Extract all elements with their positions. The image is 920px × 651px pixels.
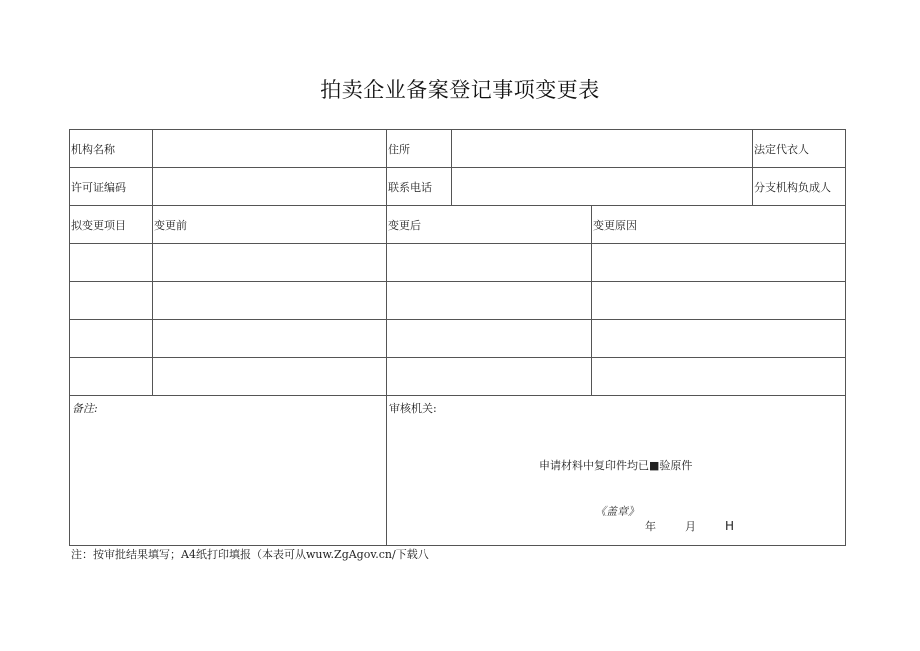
address-label: 住所	[387, 130, 452, 168]
audit-cell[interactable]	[387, 396, 846, 546]
audit-label: 审核机关:	[389, 402, 437, 415]
remark-label: 备注:	[72, 402, 98, 415]
item-cell[interactable]	[70, 320, 153, 358]
after-cell[interactable]	[387, 244, 592, 282]
reason-header: 变更原因	[592, 206, 846, 244]
after-cell[interactable]	[387, 320, 592, 358]
table-row	[70, 358, 846, 396]
verify-text: 申请材料中复印件均已■验原件	[539, 459, 693, 472]
item-cell[interactable]	[70, 358, 153, 396]
date-line	[645, 518, 734, 534]
org-name-label: 机构名称	[70, 130, 153, 168]
phone-field[interactable]	[452, 168, 753, 206]
license-label: 许可证编码	[70, 168, 153, 206]
form-title: 拍卖企业备案登记事项变更表	[320, 78, 600, 102]
after-header: 变更后	[387, 206, 592, 244]
address-field[interactable]	[452, 130, 753, 168]
reason-cell[interactable]	[592, 244, 846, 282]
table-row-license	[70, 168, 846, 206]
item-header: 拟变更项目	[70, 206, 153, 244]
table-row	[70, 244, 846, 282]
license-field[interactable]	[153, 168, 387, 206]
org-name-field[interactable]	[153, 130, 387, 168]
table-row	[70, 282, 846, 320]
item-cell[interactable]	[70, 244, 153, 282]
before-cell[interactable]	[153, 320, 387, 358]
item-cell[interactable]	[70, 282, 153, 320]
legal-rep-label: 法定代衣人	[753, 130, 846, 168]
before-cell[interactable]	[153, 358, 387, 396]
reason-cell[interactable]	[592, 320, 846, 358]
year-label: 年	[645, 520, 656, 533]
month-label: 月	[685, 520, 696, 533]
table-row	[70, 320, 846, 358]
before-cell[interactable]	[153, 282, 387, 320]
reason-cell[interactable]	[592, 358, 846, 396]
phone-label: 联系电话	[387, 168, 452, 206]
reason-cell[interactable]	[592, 282, 846, 320]
footnote: 注：按审批结果填写；A4纸打印填报（本表可从wuw.ZgAgov.cn/下载八	[71, 548, 429, 561]
day-label: H	[725, 519, 735, 533]
table-row-org	[70, 130, 846, 168]
table-row-headers	[70, 206, 846, 244]
seal-text: 《盖章》	[595, 505, 639, 518]
change-form-table	[69, 129, 846, 546]
before-header: 变更前	[153, 206, 387, 244]
after-cell[interactable]	[387, 282, 592, 320]
after-cell[interactable]	[387, 358, 592, 396]
table-row-notes	[70, 396, 846, 546]
remark-cell[interactable]	[70, 396, 387, 546]
before-cell[interactable]	[153, 244, 387, 282]
branch-head-label: 分支机构负成人	[753, 168, 846, 206]
